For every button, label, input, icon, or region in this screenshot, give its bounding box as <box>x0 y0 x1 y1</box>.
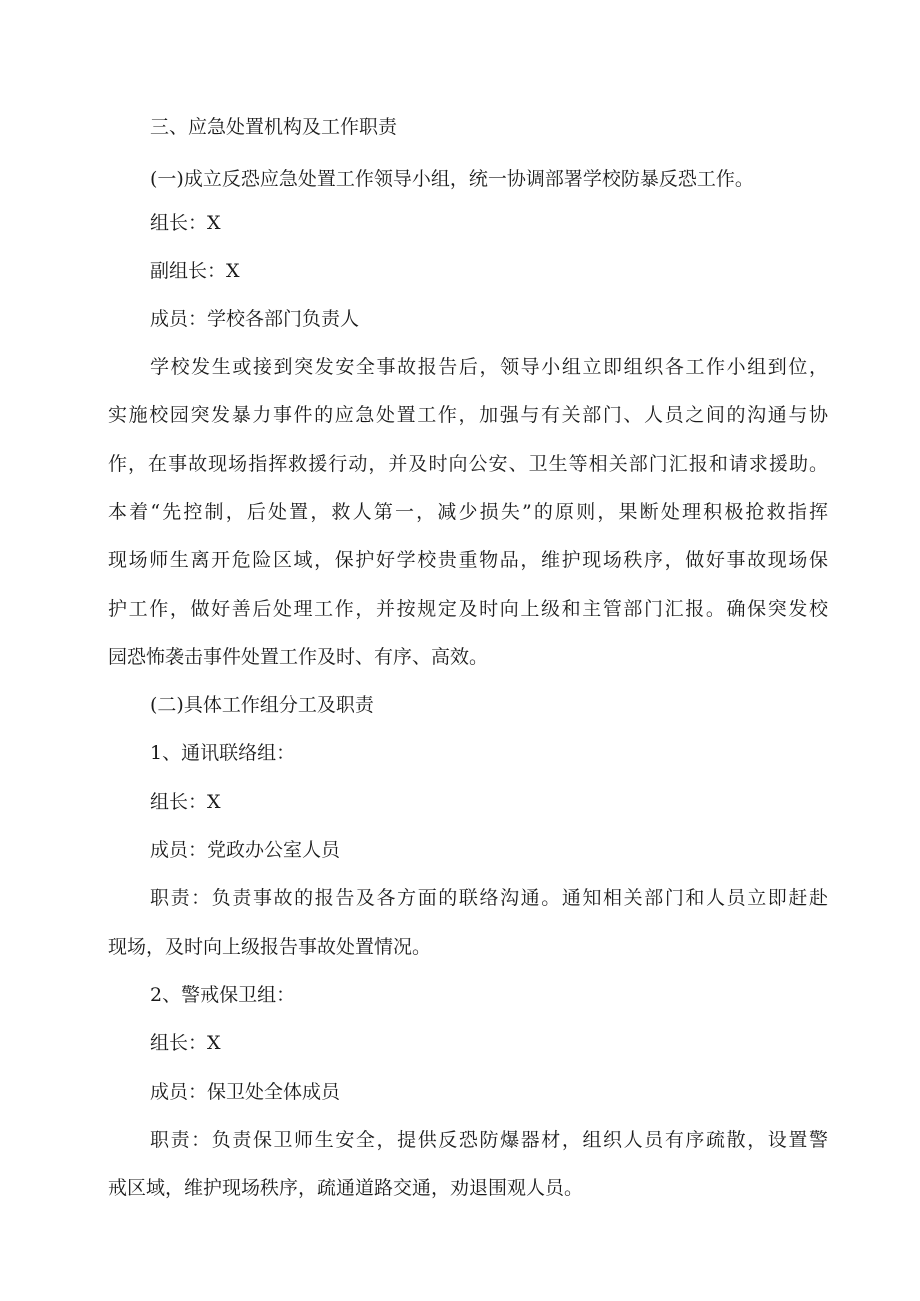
group-1-duty-line: 职责：负责事故的报告及各方面的联络沟通。通知相关部门和人员立即赶赴 <box>150 887 828 909</box>
paragraph-line: 实施校园突发暴力事件的应急处置工作，加强与有关部门、人员之间的沟通与协 <box>108 404 828 426</box>
subsection-2-title: (二)具体工作组分工及职责 <box>150 694 374 716</box>
members-line: 成员：学校各部门负责人 <box>150 308 360 330</box>
paragraph-line: 护工作，做好善后处理工作，并按规定及时向上级和主管部门汇报。确保突发校 <box>108 598 828 620</box>
paragraph-line: 园恐怖袭击事件处置工作及时、有序、高效。 <box>108 646 489 668</box>
group-1-leader: 组长：X <box>150 791 221 813</box>
group-1-duty-line: 现场，及时向上级报告事故处置情况。 <box>108 936 432 958</box>
group-1-title: 1、通讯联络组： <box>150 742 296 764</box>
group-2-title: 2、警戒保卫组： <box>150 984 296 1006</box>
deputy-leader-line: 副组长：X <box>150 260 240 282</box>
section-heading: 三、应急处置机构及工作职责 <box>150 116 398 138</box>
subsection-1-title: (一)成立反恐应急处置工作领导小组，统一协调部署学校防暴反恐工作。 <box>150 168 754 190</box>
group-2-duty-line: 戒区域，维护现场秩序，疏通道路交通，劝退围观人员。 <box>108 1177 584 1199</box>
paragraph-line: 学校发生或接到突发安全事故报告后，领导小组立即组织各工作小组到位， <box>150 356 828 378</box>
leader-line: 组长：X <box>150 212 221 234</box>
group-1-members: 成员：党政办公室人员 <box>150 839 341 861</box>
group-2-leader: 组长：X <box>150 1032 221 1054</box>
group-2-duty-line: 职责：负责保卫师生安全，提供反恐防爆器材，组织人员有序疏散，设置警 <box>150 1129 828 1151</box>
paragraph-line: 现场师生离开危险区域，保护好学校贵重物品，维护现场秩序，做好事故现场保 <box>108 549 828 571</box>
group-2-members: 成员：保卫处全体成员 <box>150 1081 341 1103</box>
paragraph-line: 本着“先控制，后处置，救人第一，减少损失”的原则，果断处理积极抢救指挥 <box>108 501 828 523</box>
paragraph-line: 作，在事故现场指挥救援行动，并及时向公安、卫生等相关部门汇报和请求援助。 <box>108 453 828 475</box>
